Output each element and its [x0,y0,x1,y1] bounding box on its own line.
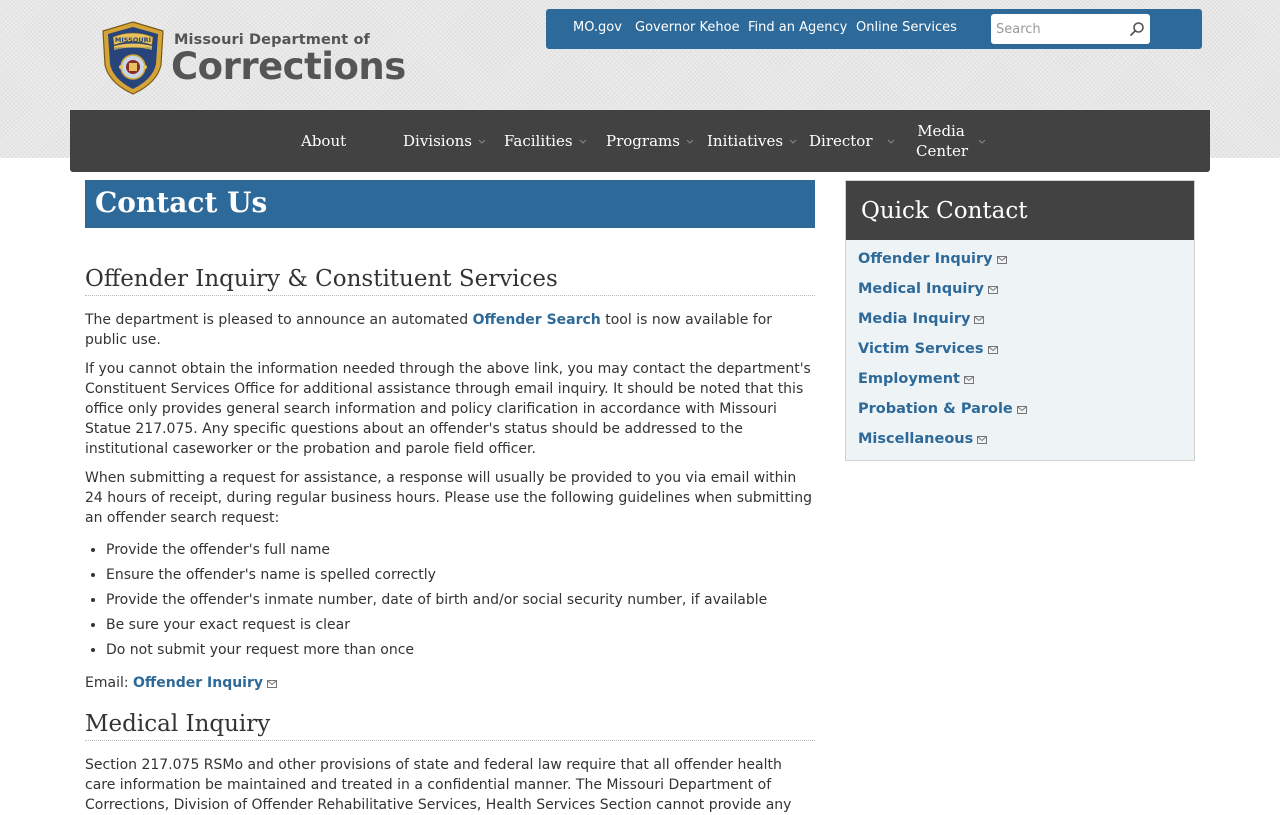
chevron-down-icon [789,139,797,144]
utility-link-governor[interactable]: Governor Kehoe [635,20,740,35]
nav-item-about[interactable] [301,110,346,172]
nav-item-label: Director [809,132,873,150]
email-line [85,673,815,693]
list-item [858,309,1182,339]
nav-item-programs[interactable] [606,110,694,172]
quick-link-probation-parole[interactable] [858,401,1027,417]
utility-link-mo-gov[interactable]: MO.gov [573,20,622,35]
quick-link-medical-inquiry[interactable] [858,281,998,297]
nav-item-label: Initiatives [707,132,784,150]
offender-search-link[interactable]: Offender Search [472,312,601,328]
section-heading-medical-inquiry: Medical Inquiry [85,711,815,741]
chevron-down-icon [686,139,694,144]
quick-link-employment[interactable] [858,371,974,387]
paragraph-request-guidelines: When submitting a request for assistance, a response will usually be provided to you via email within 24 hours of receipt, during regular business hours. Please use the following guidelines when submitting an offender search request: [85,470,812,526]
list-item [858,399,1182,429]
list-item: • Do not submit your request more than once [106,638,815,663]
quick-link-media-inquiry[interactable] [858,311,984,327]
mail-icon [997,256,1007,264]
utility-bar [546,9,1202,49]
chevron-down-icon [478,139,486,144]
nav-item-facilities[interactable] [504,110,587,172]
nav-item-label: Programs [606,132,680,150]
quick-contact-title: Quick Contact [846,181,1194,240]
list-item [858,339,1182,369]
logo-brand-line: Corrections [171,45,406,88]
nav-item-label: Divisions [403,132,472,150]
email-label: Email: [85,675,134,691]
utility-link-find-agency[interactable]: Find an Agency [748,20,848,35]
link-text: Medical Inquiry [858,281,985,297]
paragraph-text: tool is now available for public use. [85,312,773,348]
quick-contact-list [846,240,1194,459]
link-text: Employment [858,371,960,387]
chevron-down-icon [579,139,587,144]
search-box [991,14,1150,44]
nav-item-director[interactable] [809,110,895,172]
search-input[interactable] [991,14,1126,44]
chevron-down-icon [978,139,986,144]
chevron-down-icon [887,139,895,144]
mail-icon [988,346,998,354]
nav-item-label: Facilities [504,132,573,150]
link-text: Miscellaneous [858,431,974,447]
paragraph-constituent-services: If you cannot obtain the information needed through the above link, you may contact the department's Constituent Services Office for additional assistance through email inquiry. It should be noted that this office only provides general search information and policy clarification in accordance with Missouri Statue 217.075. Any specific questions about an offender's status should be addressed to the institutional caseworker or the probation and parole field officer. [85,361,811,457]
quick-link-offender-inquiry[interactable] [858,251,1007,267]
nav-item-media-center[interactable] [916,110,986,172]
offender-inquiry-email-link[interactable] [133,675,277,691]
quick-link-victim-services[interactable] [858,341,998,357]
logo-dept-line: Missouri Department of [174,32,370,48]
main-content [85,180,815,815]
link-text: Offender Inquiry [133,675,264,691]
paragraph-text: The department is pleased to announce an automated [85,312,473,328]
mail-icon [974,316,984,324]
nav-item-divisions[interactable] [403,110,486,172]
page-title: Contact Us [85,180,815,228]
list-item [858,249,1182,279]
nav-item-label-line1: Media [917,122,965,140]
mail-icon [988,286,998,294]
link-text: Victim Services [858,341,984,357]
paragraph-medical-confidentiality: Section 217.075 RSMo and other provisions of state and federal law require that all offender health care information be maintained and treated in a confidential manner. The Missouri Department of Corrections, Division of Offender Rehabilitative Services, Health Services Section cannot provide any [85,757,792,813]
utility-link-online-services[interactable]: Online Services [856,20,957,35]
mail-icon [1017,406,1027,414]
seal-text-band: DEPARTMENT OF CORRECTIONS [110,46,156,51]
link-text: Probation & Parole [858,401,1013,417]
nav-item-label-wrap [916,121,969,161]
list-item: • Provide the offender's inmate number, date of birth and/or social security number, if available [106,588,815,613]
list-item [858,429,1182,459]
link-text: Media Inquiry [858,311,971,327]
quick-contact-panel [845,180,1195,461]
list-item: • Be sure your exact request is clear [106,613,815,638]
list-item: • Ensure the offender's name is spelled correctly [106,563,815,588]
guidelines-list [106,538,815,663]
main-nav [70,110,1210,172]
list-item [858,369,1182,399]
search-icon[interactable] [1129,21,1145,37]
link-text: Offender Inquiry [858,251,993,267]
nav-item-label: About [301,132,347,150]
mail-icon [964,376,974,384]
paragraph-offender-search [85,310,815,350]
quick-link-miscellaneous[interactable] [858,431,987,447]
mail-icon [267,680,277,688]
section-heading-offender-inquiry: Offender Inquiry & Constituent Services [85,266,815,296]
nav-item-label-line2: Center [916,142,969,160]
seal-text-top: MISSOURI [114,36,152,44]
nav-item-initiatives[interactable] [707,110,797,172]
list-item [858,279,1182,309]
list-item: • Provide the offender's full name [106,538,815,563]
site-logo-link[interactable] [99,21,419,97]
missouri-seal-icon [99,21,167,95]
mail-icon [977,436,987,444]
